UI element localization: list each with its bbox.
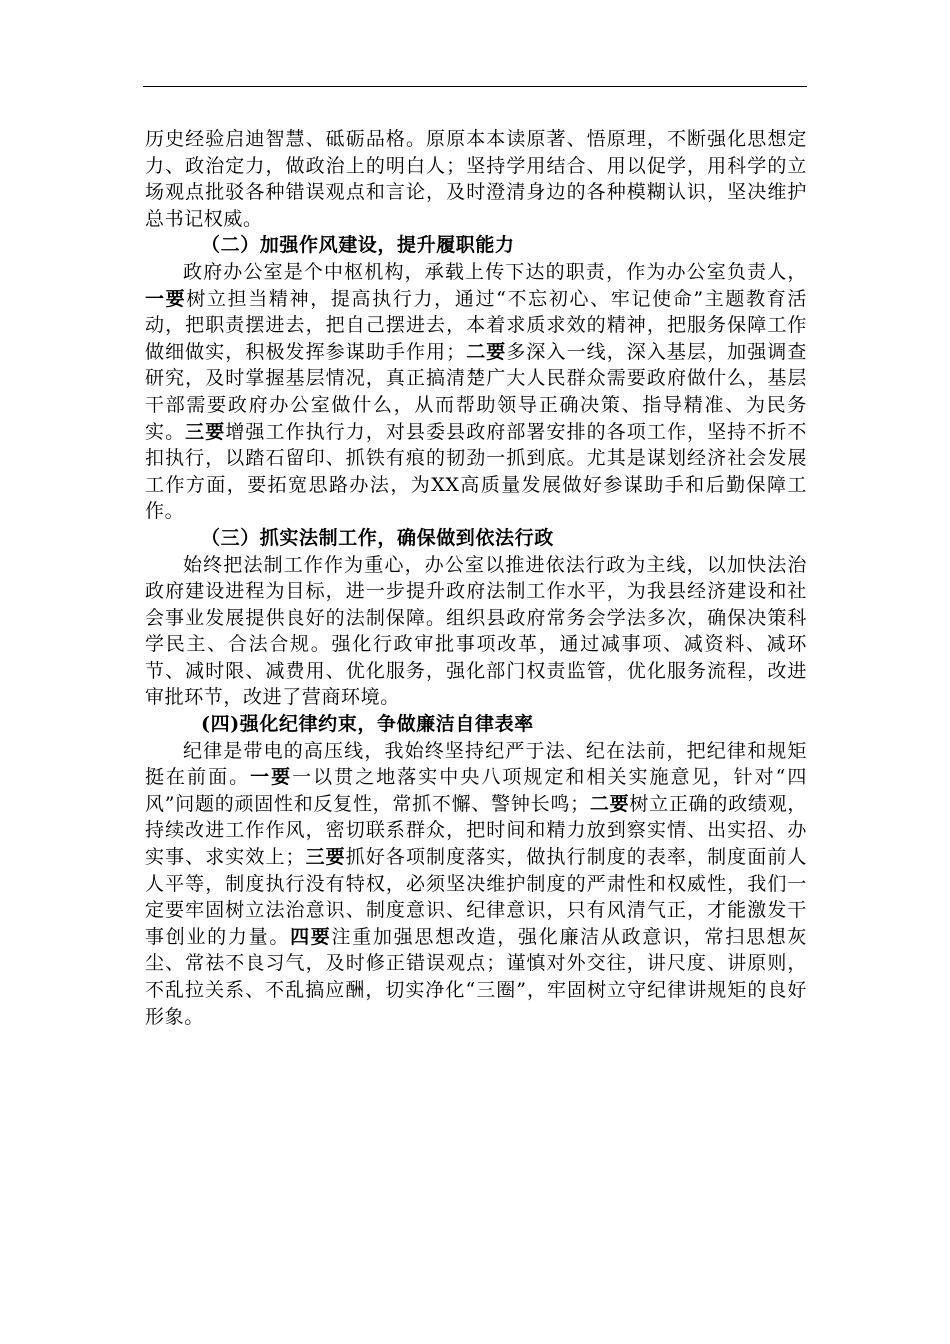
paragraph-4-keyword-2: 二要 bbox=[589, 792, 630, 815]
paragraph-2-text-c: 多深入一线，深入基层，加强调查研究，及时掌握基层情况，真正搞清楚广大人民群众需要政府做什么，基层干部需要政府办公室做什么，从而帮助领导正确决策、指导精准、为民务实。 bbox=[145, 340, 807, 443]
paragraph-4-text-e: 注重加强思想改造，强化廉洁从政意识，常扫思想灰尘、常祛不良习气，及时修正错误观点；谨慎对外交往，讲尺度、讲原则，不乱拉关系、不乱搞应酬，切实净化“三圈”，牢固树立守纪律讲规矩的良好形象。 bbox=[145, 925, 808, 1028]
paragraph-2-text-a: 政府办公室是个中枢机构，承载上传下达的职责，作为办公室负责人， bbox=[183, 260, 807, 283]
paragraph-2-text-d: 增强工作执行力，对县委县政府部署安排的各项工作，坚持不折不扣执行，以踏石留印、抓铁有痕的韧劲一抓到底。尤其是谋划经济社会发展工作方面，要拓宽思路办法，为XX高质量发展做好参谋助手和后勤保障工作。 bbox=[145, 420, 808, 523]
paragraph-3: 始终把法制工作作为重心，办公室以推进依法行政为主线，以加快法治政府建设进程为目标，进一步提升政府法制工作水平，为我县经济建设和社会事业发展提供良好的法制保障。组织县政府常务会学法多次，确保决策科学民主、合法合规。强化行政审批事项改革，通过减事项、减资料、减环节、减时限、减费用、优化服务，强化部门权责监管，优化服务流程，改进审批环节，改进了营商环境。 bbox=[145, 553, 807, 709]
paragraph-4-keyword-1: 一要 bbox=[250, 766, 293, 789]
paragraph-4-keyword-3: 三要 bbox=[305, 846, 346, 869]
paragraph-4-text-a: 纪律是带电的高压线，我始终坚持纪严于法、纪在法前，把纪律和规矩挺在前面。 bbox=[145, 739, 807, 789]
paragraph-1: 历史经验启迪智慧、砥砺品格。原原本本读原著、悟原理，不断强化思想定力、政治定力，做政治上的明白人；坚持学用结合、用以促学，用科学的立场观点批驳各种错误观点和言论，及时澄清身边的各种模糊认识，坚决维护总书记权威。 bbox=[145, 128, 807, 230]
section-heading-4: (四)强化纪律约束，争做廉洁自律表率 bbox=[201, 713, 534, 736]
paragraph-4-text-c: 树立正确的政绩观，持续改进工作作风，密切联系群众，把时间和精力放到察实情、出实招、办实事、求实效上； bbox=[145, 792, 808, 869]
paragraph-2-text-b: 树立担当精神，提高执行力，通过“不忘初心、牢记使命”主题教育活动，把职责摆进去，把自己摆进去，本着求质求效的精神，把服务保障工作做细做实，积极发挥参谋助手作用； bbox=[145, 287, 807, 363]
paragraph-4-text-b: 一以贯之地落实中央八项规定和相关实施意见，针对“四风”问题的顽固性和反复性，常抓不懈、警钟长鸣； bbox=[145, 766, 807, 815]
paragraph-4-text-d: 抓好各项制度落实，做执行制度的表率，制度面前人人平等，制度执行没有特权，必须坚决维护制度的严肃性和权威性，我们一定要牢固树立法治意识、制度意识、纪律意识，只有风清气正，才能激发干事创业的力量。 bbox=[145, 846, 807, 948]
paragraph-4-keyword-4: 四要 bbox=[290, 925, 332, 948]
document-body bbox=[145, 126, 807, 1030]
paragraph-2 bbox=[145, 259, 807, 525]
paragraph-2-keyword-1: 一要 bbox=[145, 287, 187, 310]
paragraph-2-keyword-3: 三要 bbox=[185, 420, 226, 443]
paragraph-4 bbox=[145, 738, 807, 1031]
paragraph-2-keyword-2: 二要 bbox=[465, 340, 507, 363]
header-rule bbox=[143, 86, 807, 87]
section-heading-3: （三）抓实法制工作，确保做到依法行政 bbox=[201, 526, 554, 549]
section-heading-2: （二）加强作风建设，提升履职能力 bbox=[201, 234, 515, 257]
